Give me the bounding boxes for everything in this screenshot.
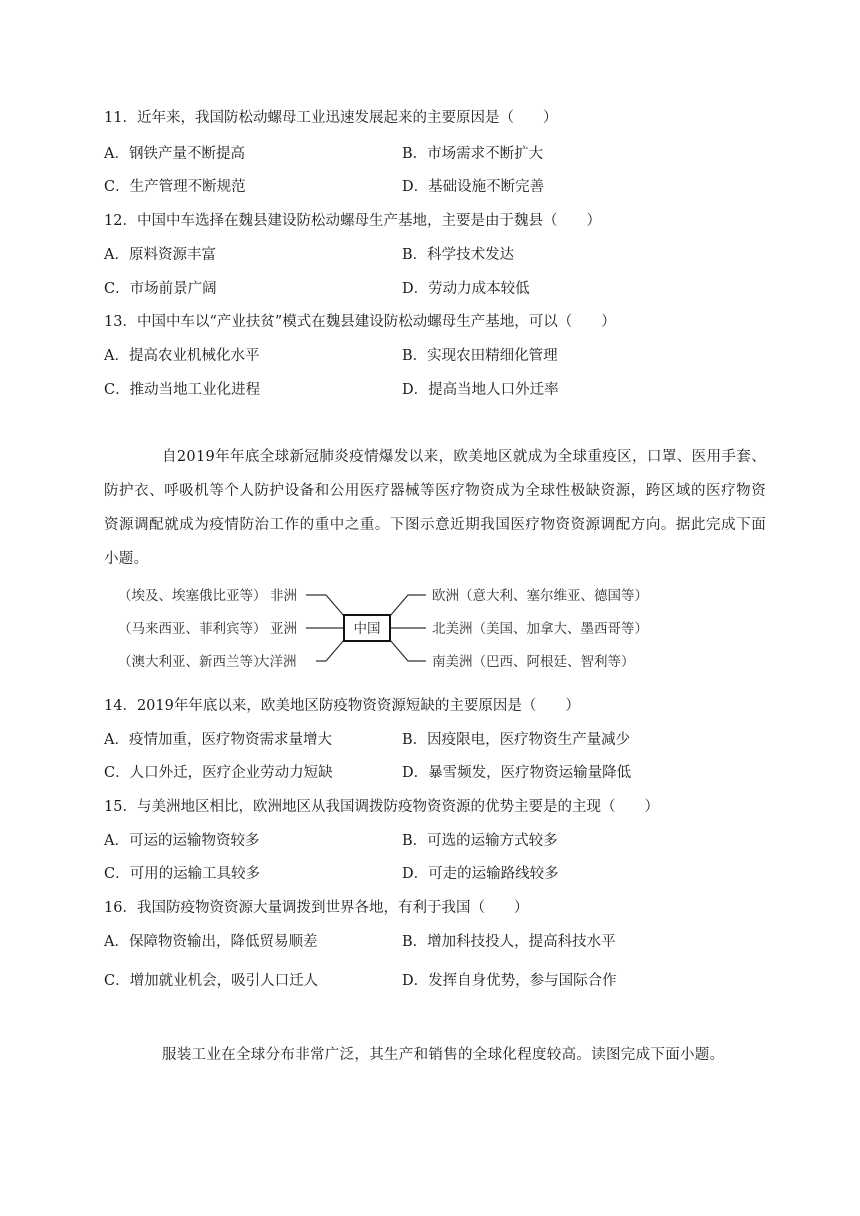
right-label-north-america: 北美洲（美国、加拿大、墨西哥等）	[432, 621, 648, 637]
question-16-stem: 16．我国防疫物资资源大量调拨到世界各地，有利于我国（ ）	[104, 900, 529, 916]
question-14-option-c: C．人口外迁，医疗企业劳动力短缺	[104, 765, 333, 781]
question-16-option-c: C．增加就业机会，吸引人口迁人	[104, 973, 319, 989]
connector-africa	[306, 595, 344, 616]
question-12-option-b: B．科学技术发达	[402, 247, 515, 263]
supply-allocation-diagram	[104, 578, 664, 678]
diagram-right-labels	[432, 587, 648, 670]
question-11-option-d: D．基础设施不断完善	[402, 179, 545, 195]
passage-text-clothing: 服装工业在全球分布非常广泛，其生产和销售的全球化程度较高。读图完成下面小题。	[162, 1047, 725, 1063]
left-continent-africa: 非洲	[270, 588, 297, 604]
question-13-option-c: C．推动当地工业化进程	[104, 382, 261, 398]
question-11-option-b: B．市场需求不断扩大	[402, 146, 544, 162]
left-examples-africa: （埃及、埃塞俄比亚等）	[118, 588, 267, 604]
question-12-stem: 12．中国中车选择在魏县建设防松动螺母生产基地，主要是由于魏县（ ）	[104, 213, 601, 229]
question-14-option-d: D．暴雪频发，医疗物资运输量降低	[402, 765, 632, 781]
question-12-option-d: D．劳动力成本较低	[402, 281, 530, 297]
question-13-stem: 13．中国中车以“产业扶贫”模式在魏县建设防松动螺母生产基地，可以（ ）	[104, 314, 616, 330]
question-16-option-b: B．增加科技投人，提高科技水平	[402, 934, 616, 950]
reading-passage-epidemic	[104, 440, 766, 576]
question-12-option-a: A．原料资源丰富	[104, 247, 216, 263]
question-15-option-c: C．可用的运输工具较多	[104, 866, 261, 882]
left-continent-asia: 亚洲	[270, 621, 297, 637]
left-examples-oceania: （澳大利亚、新西兰等）	[118, 654, 267, 670]
connector-oceania	[316, 640, 344, 661]
diagram-left-labels	[118, 588, 297, 670]
question-16-option-d: D．发挥自身优势，参与国际合作	[402, 973, 617, 989]
connector-south-america	[390, 640, 426, 661]
question-14-stem: 14．2019年年底以来，欧美地区防疫物资资源短缺的主要原因是（ ）	[104, 698, 580, 714]
connector-europe	[390, 595, 426, 616]
question-15-option-b: B．可选的运输方式较多	[402, 833, 558, 849]
reading-passage-clothing	[104, 1038, 766, 1072]
question-12-option-c: C．市场前景广阔	[104, 281, 217, 297]
question-13-option-a: A．提高农业机械化水平	[104, 348, 260, 364]
question-11-option-c: C．生产管理不断规范	[104, 179, 246, 195]
question-15-option-d: D．可走的运输路线较多	[402, 866, 559, 882]
question-13-option-b: B．实现农田精细化管理	[402, 348, 558, 364]
right-label-europe: 欧洲（意大利、塞尔维亚、德国等）	[432, 588, 648, 604]
left-continent-oceania: 大洋洲	[256, 654, 297, 670]
question-11-stem: 11．近年来，我国防松动螺母工业迅速发展起来的主要原因是（ ）	[104, 110, 558, 126]
passage-text: 自2019年年底全球新冠肺炎疫情爆发以来，欧美地区就成为全球重疫区，口罩、医用手套、防护衣、呼吸机等个人防护设备和公用医疗器械等医疗物资成为全球性极缺资源，跨区域的医疗物资资源调配就成为疫情防治工作的重中之重。下图示意近期我国医疗物资资源调配方向。据此完成下面小题。	[104, 449, 766, 567]
question-15-option-a: A．可运的运输物资较多	[104, 833, 260, 849]
question-14-option-b: B．因疫限电，医疗物资生产量减少	[402, 732, 631, 748]
center-label-china: 中国	[353, 621, 381, 637]
question-14-option-a: A．疫情加重，医疗物资需求量增大	[104, 732, 332, 748]
right-label-south-america: 南美洲（巴西、阿根廷、智利等）	[432, 654, 635, 670]
question-16-option-a: A．保障物资输出，降低贸易顺差	[104, 934, 318, 950]
left-examples-asia: （马来西亚、菲利宾等）	[118, 621, 267, 637]
question-11-option-a: A．钢铁产量不断提高	[104, 146, 245, 162]
question-15-stem: 15．与美洲地区相比，欧洲地区从我国调拨防疫物资资源的优势主要是的主现（ ）	[104, 799, 659, 815]
question-13-option-d: D．提高当地人口外迁率	[402, 382, 559, 398]
